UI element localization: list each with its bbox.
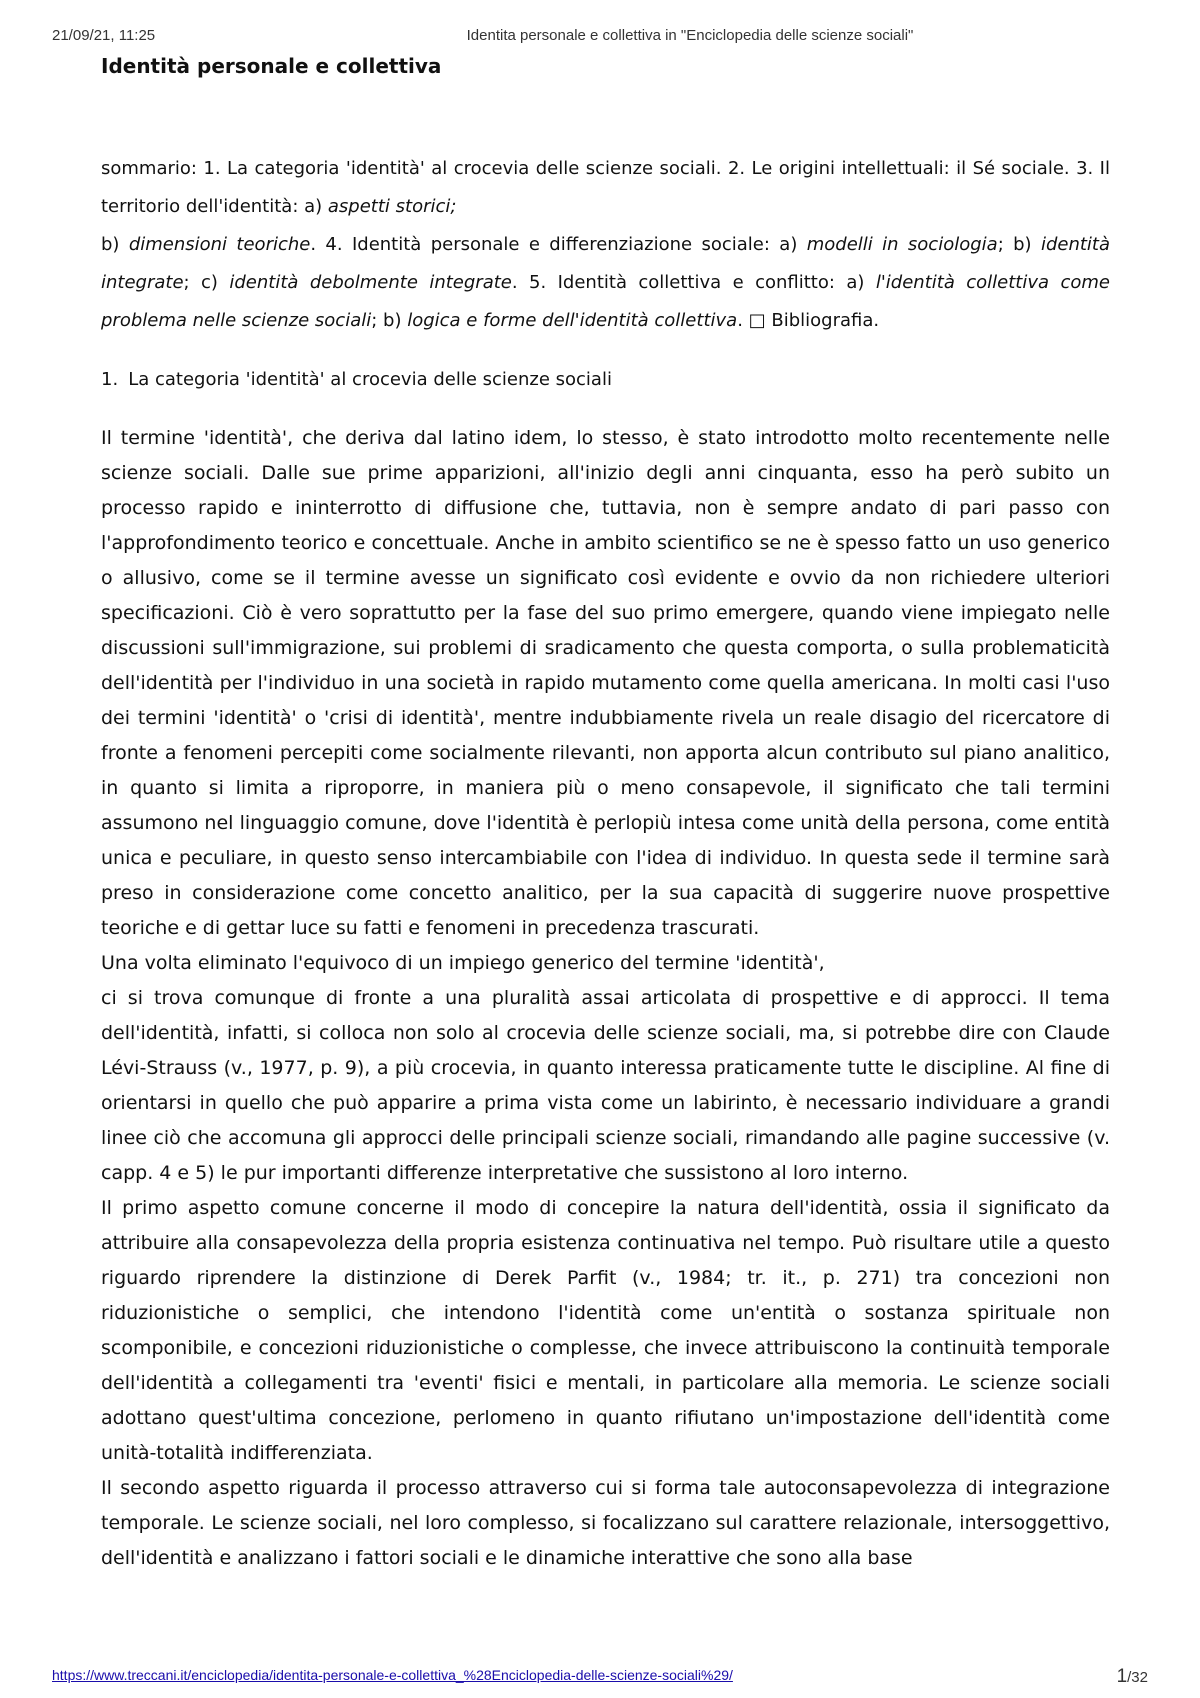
summary-italic: dimensioni teoriche: [128, 234, 311, 255]
summary-italic: l'identità collettiva come problema nelle scienze sociali: [101, 272, 1110, 331]
source-url-link[interactable]: https://www.treccani.it/enciclopedia/identita-personale-e-collettiva_%28Enciclopedia-delle-scienze-sociali%29/: [52, 1667, 733, 1683]
summary-text: . 4. Identità personale e differenziazione sociale: a): [310, 234, 807, 255]
summary-italic: logica e forme dell'identità collettiva: [407, 310, 738, 331]
summary-text: sommario: 1. La categoria 'identità' al crocevia delle scienze sociali. 2. Le origini intellettuali: il Sé sociale. 3. Il territorio dell'identità: a): [101, 158, 1110, 217]
page-total: /32: [1127, 1669, 1148, 1686]
summary-italic: modelli in sociologia: [806, 234, 998, 255]
print-datetime: 21/09/21, 11:25: [52, 27, 156, 44]
summary-text: . □ Bibliografia.: [737, 310, 880, 331]
paragraph-5: Il secondo aspetto riguarda il processo attraverso cui si forma tale autoconsapevolezza di integrazione temporale. Le scienze sociali, nel loro complesso, si focalizzano sul carattere relazionale, intersoggettivo, dell'identità e analizzano i fattori sociali e le dinamiche interattive che sono alla base: [101, 1477, 1110, 1569]
summary-italic: identità debolmente integrate: [229, 272, 512, 293]
summary-italic: identità integrate: [101, 234, 1110, 293]
section-heading: [101, 362, 1110, 397]
summary-italic: aspetti storici;: [327, 196, 457, 217]
summary-line-1: [101, 150, 1110, 226]
paragraph-4: Il primo aspetto comune concerne il modo di concepire la natura dell'identità, ossia il significato da attribuire alla consapevolezza della propria esistenza continuativa nel tempo. Può risultare utile a questo riguardo riprendere la distinzione di Derek Parfit (v., 1984; tr. it., p. 271) tra concezioni non riduzionistiche o semplici, che intendono l'identità come un'entità o sostanza spirituale non scomponibile, e concezioni riduzionistiche o complesse, che invece attribuiscono la continuità temporale dell'identità a collegamenti tra 'eventi' fisici e mentali, in particolare alla memoria. Le scienze sociali adottano quest'ultima concezione, perlomeno in quanto rifiutano un'impostazione dell'identità come unità-totalità indifferenziata.: [101, 1197, 1110, 1464]
print-page-title: Identita personale e collettiva in "Enciclopedia delle scienze sociali": [466, 27, 914, 44]
summary-text: ; b): [997, 234, 1041, 255]
page-number: [1117, 1666, 1148, 1688]
summary: [101, 150, 1110, 340]
paragraph-3: ci si trova comunque di fronte a una pluralità assai articolata di prospettive e di approcci. Il tema dell'identità, infatti, si colloca non solo al crocevia delle scienze sociali, ma, si potrebbe dire con Claude Lévi-Strauss (v., 1977, p. 9), a più crocevia, in quanto interessa praticamente tutte le discipline. Al fine di orientarsi in quello che può apparire a prima vista come un labirinto, è necessario individuare a grandi linee ciò che accomuna gli approcci delle principali scienze sociali, rimandando alle pagine successive (v. capp. 4 e 5) le pur importanti differenze interpretative che sussistono al loro interno.: [101, 987, 1110, 1184]
section-number: 1.: [101, 369, 119, 390]
summary-text: ; b): [371, 310, 408, 331]
article-body: [101, 150, 1110, 1576]
summary-text: b): [101, 234, 129, 255]
summary-text: ; c): [183, 272, 230, 293]
document-title: Identità personale e collettiva: [101, 54, 442, 78]
page-current: 1: [1116, 1666, 1128, 1687]
paragraph-2: Una volta eliminato l'equivoco di un impiego generico del termine 'identità',: [101, 952, 825, 974]
paragraph-1: Il termine 'identità', che deriva dal latino idem, lo stesso, è stato introdotto molto recentemente nelle scienze sociali. Dalle sue prime apparizioni, all'inizio degli anni cinquanta, esso ha però subito un processo rapido e ininterrotto di diffusione che, tuttavia, non è sempre andato di pari passo con l'approfondimento teorico e concettuale. Anche in ambito scientifico se ne è spesso fatto un uso generico o allusivo, come se il termine avesse un significato così evidente e ovvio da non richiedere ulteriori specificazioni. Ciò è vero soprattutto per la fase del suo primo emergere, quando viene impiegato nelle discussioni sull'immigrazione, sui problemi di sradicamento che questa comporta, o sulla problematicità dell'identità per l'individuo in una società in rapido mutamento come quella americana. In molti casi l'uso dei termini 'identità' o 'crisi di identità', mentre indubbiamente rivela un reale disagio del ricercatore di fronte a fenomeni percepiti come socialmente rilevanti, non apporta alcun contributo sul piano analitico, in quanto si limita a riproporre, in maniera più o meno consapevole, il significato che tali termini assumono nel linguaggio comune, dove l'identità è perlopiù intesa come unità della persona, come entità unica e peculiare, in questo senso intercambiabile con l'idea di individuo. In questa sede il termine sarà preso in considerazione come concetto analitico, per la sua capacità di suggerire nuove prospettive teoriche e di gettar luce su fatti e fenomeni in precedenza trascurati.: [101, 427, 1110, 939]
section-title: La categoria 'identità' al crocevia delle scienze sociali: [128, 369, 612, 390]
summary-text: . 5. Identità collettiva e conflitto: a): [511, 272, 876, 293]
summary-line-2: [101, 226, 1110, 340]
